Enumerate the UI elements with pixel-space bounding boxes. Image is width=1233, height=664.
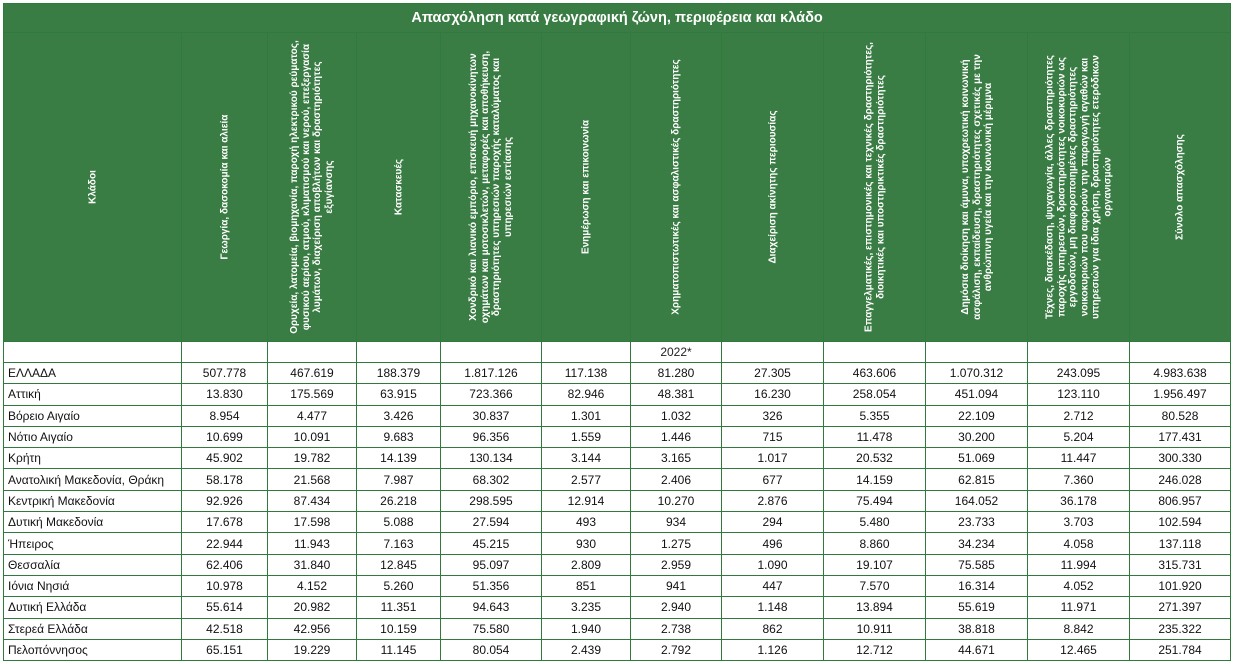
table-row — [4, 575, 1231, 596]
table-cell: 315.731 — [1130, 554, 1231, 575]
table-cell: 451.094 — [926, 384, 1028, 405]
region-name: Νότιο Αιγαίο — [4, 426, 182, 447]
table-cell: 10.091 — [268, 426, 357, 447]
table-cell: 17.678 — [182, 512, 268, 533]
table-cell: 326 — [722, 405, 824, 426]
table-cell: 8.954 — [182, 405, 268, 426]
year-row — [4, 342, 1231, 363]
table-cell: 300.330 — [1130, 448, 1231, 469]
table-cell: 251.784 — [1130, 639, 1231, 660]
table-cell: 10.159 — [357, 618, 441, 639]
table-cell: 2.406 — [631, 469, 722, 490]
region-name: Ήπειρος — [4, 533, 182, 554]
table-cell: 12.845 — [357, 554, 441, 575]
table-cell: 19.229 — [268, 639, 357, 660]
table-cell: 1.817.126 — [441, 363, 542, 384]
table-cell: 493 — [542, 512, 631, 533]
region-name: Δυτική Μακεδονία — [4, 512, 182, 533]
table-cell: 82.946 — [542, 384, 631, 405]
table-cell: 27.305 — [722, 363, 824, 384]
table-cell: 7.360 — [1028, 469, 1130, 490]
table-cell: 2.940 — [631, 597, 722, 618]
table-cell: 271.397 — [1130, 597, 1231, 618]
table-cell: 4.477 — [268, 405, 357, 426]
table-row — [4, 363, 1231, 384]
region-name: ΕΛΛΑΔΑ — [4, 363, 182, 384]
table-cell: 5.204 — [1028, 426, 1130, 447]
table-cell: 81.280 — [631, 363, 722, 384]
table-cell: 65.151 — [182, 639, 268, 660]
column-header: Σύνολο απασχόλησης — [1130, 33, 1231, 342]
table-cell: 4.983.638 — [1130, 363, 1231, 384]
table-cell: 55.614 — [182, 597, 268, 618]
table-cell: 2.738 — [631, 618, 722, 639]
table-cell: 22.944 — [182, 533, 268, 554]
table-cell: 13.894 — [824, 597, 926, 618]
table-cell: 22.109 — [926, 405, 1028, 426]
table-cell: 5.088 — [357, 512, 441, 533]
table-cell: 16.314 — [926, 575, 1028, 596]
column-header: Ορυχεία, λατομεία, βιομηχανία, παροχή ηλεκτρικού ρεύματος, φυσικού αερίου, ατμού, κλιματισμού και νερού, επεξεργασία λυμάτων, διαχείριση αποβλήτων και δραστηριότητες εξυγίανσης — [268, 33, 357, 342]
year-label: 2022* — [631, 342, 722, 363]
table-cell: 96.356 — [441, 426, 542, 447]
table-cell: 1.446 — [631, 426, 722, 447]
table-cell: 188.379 — [357, 363, 441, 384]
table-cell: 1.126 — [722, 639, 824, 660]
table-cell: 723.366 — [441, 384, 542, 405]
table-cell: 1.148 — [722, 597, 824, 618]
table-cell: 496 — [722, 533, 824, 554]
column-header: Διαχείριση ακίνητης περιουσίας — [722, 33, 824, 342]
employment-table — [3, 3, 1231, 661]
table-row — [4, 405, 1231, 426]
table-cell: 1.032 — [631, 405, 722, 426]
table-cell: 62.406 — [182, 554, 268, 575]
table-title: Απασχόληση κατά γεωγραφική ζώνη, περιφέρεια και κλάδο — [4, 4, 1231, 33]
employment-table-container — [3, 3, 1230, 661]
table-cell: 11.971 — [1028, 597, 1130, 618]
table-cell: 806.957 — [1130, 490, 1231, 511]
table-cell: 45.215 — [441, 533, 542, 554]
table-cell: 16.230 — [722, 384, 824, 405]
table-cell: 1.070.312 — [926, 363, 1028, 384]
table-cell: 715 — [722, 426, 824, 447]
table-cell: 10.699 — [182, 426, 268, 447]
table-cell: 34.234 — [926, 533, 1028, 554]
table-cell: 75.585 — [926, 554, 1028, 575]
region-name: Κρήτη — [4, 448, 182, 469]
table-cell: 11.943 — [268, 533, 357, 554]
column-header: Κλάδοι — [4, 33, 182, 342]
table-row — [4, 469, 1231, 490]
column-header: Γεωργία, δασοκομία και αλιεία — [182, 33, 268, 342]
table-cell: 117.138 — [542, 363, 631, 384]
table-cell: 51.069 — [926, 448, 1028, 469]
table-cell: 10.270 — [631, 490, 722, 511]
table-cell: 258.054 — [824, 384, 926, 405]
table-cell: 235.322 — [1130, 618, 1231, 639]
table-cell: 934 — [631, 512, 722, 533]
table-cell: 13.830 — [182, 384, 268, 405]
region-name: Δυτική Ελλάδα — [4, 597, 182, 618]
region-name: Βόρειο Αιγαίο — [4, 405, 182, 426]
table-cell: 23.733 — [926, 512, 1028, 533]
table-cell: 2.577 — [542, 469, 631, 490]
table-cell: 48.381 — [631, 384, 722, 405]
table-cell: 19.107 — [824, 554, 926, 575]
table-cell: 7.163 — [357, 533, 441, 554]
table-cell: 87.434 — [268, 490, 357, 511]
table-cell: 21.568 — [268, 469, 357, 490]
table-cell: 4.058 — [1028, 533, 1130, 554]
table-row — [4, 512, 1231, 533]
region-name: Κεντρική Μακεδονία — [4, 490, 182, 511]
region-name: Θεσσαλία — [4, 554, 182, 575]
table-cell: 44.671 — [926, 639, 1028, 660]
table-cell: 92.926 — [182, 490, 268, 511]
table-cell: 8.842 — [1028, 618, 1130, 639]
table-cell: 19.782 — [268, 448, 357, 469]
table-row — [4, 426, 1231, 447]
table-cell: 80.054 — [441, 639, 542, 660]
table-cell: 2.876 — [722, 490, 824, 511]
table-cell: 941 — [631, 575, 722, 596]
table-cell: 12.465 — [1028, 639, 1130, 660]
table-cell: 5.480 — [824, 512, 926, 533]
region-name: Ανατολική Μακεδονία, Θράκη — [4, 469, 182, 490]
table-cell: 123.110 — [1028, 384, 1130, 405]
region-name: Αττική — [4, 384, 182, 405]
table-cell: 130.134 — [441, 448, 542, 469]
table-cell: 45.902 — [182, 448, 268, 469]
table-cell: 11.447 — [1028, 448, 1130, 469]
table-cell: 3.165 — [631, 448, 722, 469]
table-cell: 2.792 — [631, 639, 722, 660]
table-cell: 8.860 — [824, 533, 926, 554]
table-cell: 10.911 — [824, 618, 926, 639]
table-cell: 75.494 — [824, 490, 926, 511]
table-cell: 1.090 — [722, 554, 824, 575]
table-cell: 11.994 — [1028, 554, 1130, 575]
table-cell: 11.351 — [357, 597, 441, 618]
table-cell: 294 — [722, 512, 824, 533]
table-cell: 80.528 — [1130, 405, 1231, 426]
table-cell: 42.518 — [182, 618, 268, 639]
column-header: Επαγγελματικές, επιστημονικές και τεχνικές δραστηριότητες, διοικητικές και υποστηρικτικές δραστηριότητες — [824, 33, 926, 342]
table-cell: 3.703 — [1028, 512, 1130, 533]
table-cell: 164.052 — [926, 490, 1028, 511]
table-cell: 68.302 — [441, 469, 542, 490]
region-name: Στερεά Ελλάδα — [4, 618, 182, 639]
table-cell: 63.915 — [357, 384, 441, 405]
column-header: Δημόσια διοίκηση και άμυνα, υποχρεωτική κοινωνική ασφάλιση, εκπαίδευση, δραστηριότητες σχετικές με την ανθρώπινη υγεία και την κοινωνική μέριμνα — [926, 33, 1028, 342]
table-cell: 2.439 — [542, 639, 631, 660]
table-cell: 20.532 — [824, 448, 926, 469]
table-cell: 467.619 — [268, 363, 357, 384]
table-cell: 137.118 — [1130, 533, 1231, 554]
table-cell: 1.275 — [631, 533, 722, 554]
table-cell: 20.982 — [268, 597, 357, 618]
table-cell: 9.683 — [357, 426, 441, 447]
table-cell: 1.559 — [542, 426, 631, 447]
region-name: Ιόνια Νησιά — [4, 575, 182, 596]
table-cell: 2.809 — [542, 554, 631, 575]
table-cell: 42.956 — [268, 618, 357, 639]
table-row — [4, 639, 1231, 660]
table-cell: 243.095 — [1028, 363, 1130, 384]
table-cell: 862 — [722, 618, 824, 639]
table-cell: 3.144 — [542, 448, 631, 469]
table-row — [4, 533, 1231, 554]
table-cell: 4.052 — [1028, 575, 1130, 596]
header-row — [4, 33, 1231, 342]
table-cell: 26.218 — [357, 490, 441, 511]
table-cell: 2.712 — [1028, 405, 1130, 426]
table-cell: 62.815 — [926, 469, 1028, 490]
table-cell: 447 — [722, 575, 824, 596]
table-cell: 298.595 — [441, 490, 542, 511]
table-cell: 177.431 — [1130, 426, 1231, 447]
table-cell: 7.570 — [824, 575, 926, 596]
table-cell: 75.580 — [441, 618, 542, 639]
table-cell: 38.818 — [926, 618, 1028, 639]
table-cell: 31.840 — [268, 554, 357, 575]
table-cell: 30.837 — [441, 405, 542, 426]
table-row — [4, 618, 1231, 639]
table-cell: 51.356 — [441, 575, 542, 596]
column-header: Χρηματοπιστωτικές και ασφαλιστικές δραστηριότητες — [631, 33, 722, 342]
table-cell: 14.159 — [824, 469, 926, 490]
table-cell: 851 — [542, 575, 631, 596]
table-row — [4, 384, 1231, 405]
table-cell: 55.619 — [926, 597, 1028, 618]
table-cell: 12.712 — [824, 639, 926, 660]
table-cell: 930 — [542, 533, 631, 554]
table-cell: 3.426 — [357, 405, 441, 426]
table-cell: 1.017 — [722, 448, 824, 469]
table-cell: 58.178 — [182, 469, 268, 490]
table-cell: 463.606 — [824, 363, 926, 384]
table-row — [4, 448, 1231, 469]
table-cell: 246.028 — [1130, 469, 1231, 490]
table-cell: 14.139 — [357, 448, 441, 469]
table-cell: 5.260 — [357, 575, 441, 596]
column-header: Κατασκευές — [357, 33, 441, 342]
table-cell: 1.940 — [542, 618, 631, 639]
table-row — [4, 490, 1231, 511]
table-cell: 5.355 — [824, 405, 926, 426]
table-cell: 17.598 — [268, 512, 357, 533]
column-header: Ενημέρωση και επικοινωνία — [542, 33, 631, 342]
table-cell: 1.301 — [542, 405, 631, 426]
table-cell: 3.235 — [542, 597, 631, 618]
table-cell: 102.594 — [1130, 512, 1231, 533]
table-cell: 10.978 — [182, 575, 268, 596]
column-header: Χονδρικό και λιανικό εμπόριο, επισκευή μηχανοκίνητων οχημάτων και μοτοσικλετών, μεταφορές και αποθήκευση, δραστηριότητες υπηρεσιών παροχής καταλύματος και υπηρεσιών εστίασης — [441, 33, 542, 342]
table-cell: 101.920 — [1130, 575, 1231, 596]
table-row — [4, 597, 1231, 618]
table-cell: 507.778 — [182, 363, 268, 384]
table-cell: 36.178 — [1028, 490, 1130, 511]
table-cell: 2.959 — [631, 554, 722, 575]
table-cell: 7.987 — [357, 469, 441, 490]
table-cell: 677 — [722, 469, 824, 490]
table-cell: 175.569 — [268, 384, 357, 405]
table-cell: 11.145 — [357, 639, 441, 660]
table-cell: 94.643 — [441, 597, 542, 618]
table-cell: 95.097 — [441, 554, 542, 575]
table-cell: 27.594 — [441, 512, 542, 533]
table-cell: 11.478 — [824, 426, 926, 447]
region-name: Πελοπόννησος — [4, 639, 182, 660]
table-cell: 12.914 — [542, 490, 631, 511]
table-row — [4, 554, 1231, 575]
table-cell: 1.956.497 — [1130, 384, 1231, 405]
table-cell: 30.200 — [926, 426, 1028, 447]
table-cell: 4.152 — [268, 575, 357, 596]
column-header: Τέχνες, διασκέδαση, ψυχαγωγία, άλλες δραστηριότητες παροχής υπηρεσιών, δραστηριότητες νοικοκυριών ως εργοδοτών, μη διαφοροποιημένες δραστηριότητες νοικοκυριών που αφορούν την παραγωγή αγαθών και υπηρεσιών για ίδια χρήση, δραστηριότητες ετερόδικων οργανισμών — [1028, 33, 1130, 342]
